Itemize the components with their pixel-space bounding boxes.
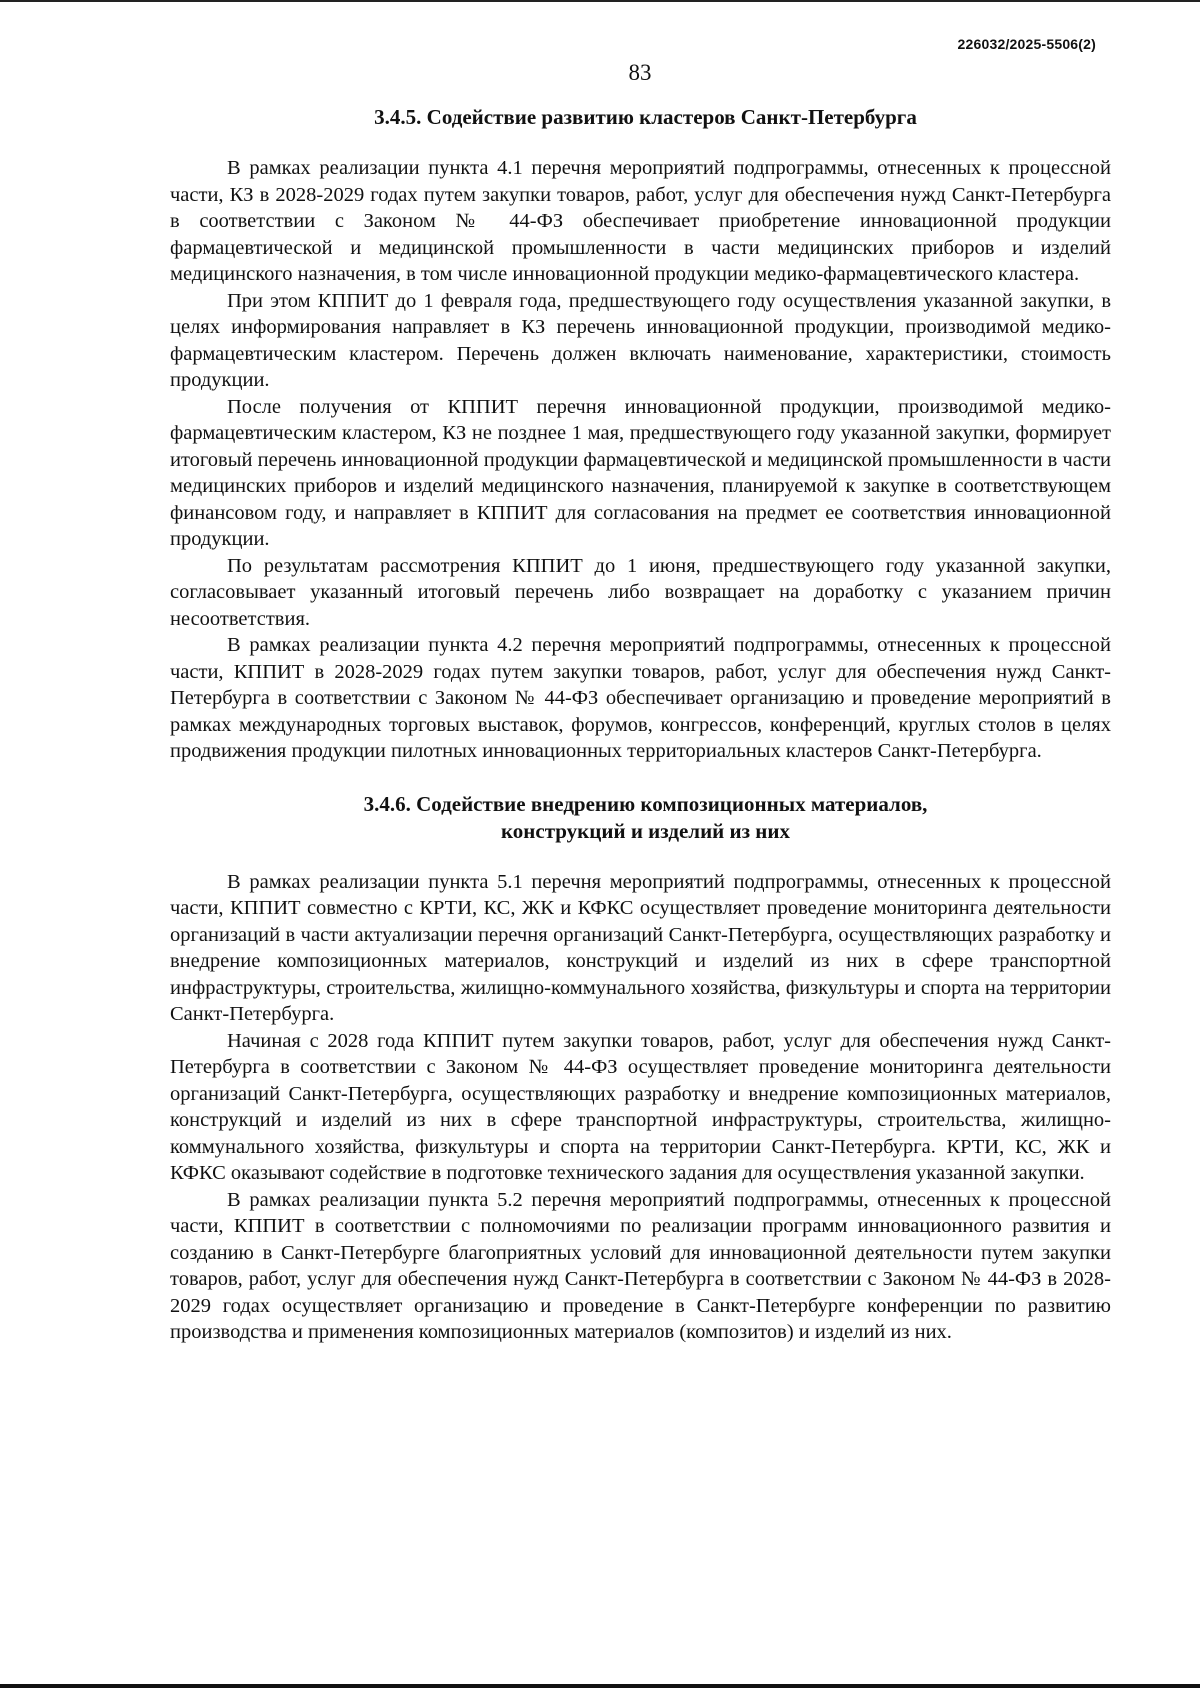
section-3-4-5-paragraph-5: В рамках реализации пункта 4.2 перечня мероприятий подпрограммы, отнесенных к процессной части, КППИТ в 2028-2029 годах путем закупки товаров, работ, услуг для обеспечения нужд Санкт-Петербурга в соответствии с Законом № 44-ФЗ обеспечивает организацию и проведение мероприятий в рамках международных торговых выставок, форумов, конгрессов, конференций, круглых столов в целях продвижения продукции пилотных инновационных территориальных кластеров Санкт-Петербурга.	[170, 634, 1111, 762]
scan-edge-bottom	[0, 1684, 1200, 1688]
section-3-4-6-paragraph-3: В рамках реализации пункта 5.2 перечня мероприятий подпрограммы, отнесенных к процессной части, КППИТ в соответствии с полномочиями по реализации программ инновационного развития и созданию в Санкт-Петербурге благоприятных условий для инновационной деятельности путем закупки товаров, работ, услуг для обеспечения нужд Санкт-Петербурга в соответствии с Законом № 44-ФЗ в 2028-2029 годах осуществляет организацию и проведение в Санкт-Петербурге конференции по развитию производства и применения композиционных материалов (композитов) и изделий из них.	[170, 1188, 1111, 1343]
section-3-4-5-paragraph-2: При этом КППИТ до 1 февраля года, предшествующего году осуществления указанной закупки, в целях информирования направляет в КЗ перечень инновационной продукции, производимой медико-фармацевтическим кластером. Перечень должен включать наименование, характеристики, стоимость продукции.	[170, 289, 1111, 391]
section-3-4-5-paragraph-3: После получения от КППИТ перечня инновационной продукции, производимой медико-фармацевтическим кластером, КЗ не позднее 1 мая, предшествующего году указанной закупки, формирует итоговый перечень инновационной продукции фармацевтической и медицинской промышленности в части медицинских приборов и изделий медицинского назначения, планируемой к закупке в соответствующем финансовом году, и направляет в КППИТ для согласования на предмет ее соответствия инновационной продукции.	[170, 395, 1111, 550]
section-3-4-5-title: 3.4.5. Содействие развитию кластеров Санкт-Петербурга	[374, 105, 917, 129]
section-3-4-5-paragraph-4: По результатам рассмотрения КППИТ до 1 июня, предшествующего году указанной закупки, согласовывает указанный итоговый перечень либо возвращает на доработку с указанием причин несоответствия.	[170, 554, 1111, 630]
section-3-4-6-title-line-2: конструкций и изделий из них	[500, 818, 791, 843]
section-3-4-5-paragraph-1: В рамках реализации пункта 4.1 перечня мероприятий подпрограммы, отнесенных к процессной части, КЗ в 2028-2029 годах путем закупки товаров, работ, услуг для обеспечения нужд Санкт-Петербурга в соответствии с Законом № 44-ФЗ обеспечивает приобретение инновационной продукции фармацевтической и медицинской промышленности в части медицинских приборов и изделий медицинского назначения, в том числе инновационной продукции медико-фармацевтического кластера.	[170, 157, 1111, 285]
section-3-4-6-paragraph-2: Начиная с 2028 года КППИТ путем закупки товаров, работ, услуг для обеспечения нужд Санкт-Петербурга в соответствии с Законом № 44-ФЗ осуществляет проведение мониторинга деятельности организаций Санкт-Петербурга, осуществляющих разработку и внедрение композиционных материалов, конструкций и изделий из них в сфере транспортной инфраструктуры, строительства, жилищно-коммунального хозяйства, физкультуры и спорта на территории Санкт-Петербурга. КРТИ, КС, ЖК и КФКС оказывают содействие в подготовке технического задания для осуществления указанной закупки.	[170, 1029, 1111, 1184]
document-body	[170, 104, 1111, 1346]
scan-edge-top	[0, 0, 1200, 2]
section-3-4-6-paragraph-1: В рамках реализации пункта 5.1 перечня мероприятий подпрограммы, отнесенных к процессной части, КППИТ совместно с КРТИ, КС, ЖК и КФКС осуществляет проведение мониторинга деятельности организаций в части актуализации перечня организаций Санкт-Петербурга, осуществляющих разработку и внедрение композиционных материалов, конструкций и изделий из них в сфере транспортной инфраструктуры, строительства, жилищно-коммунального хозяйства, физкультуры и спорта на территории Санкт-Петербурга.	[170, 870, 1111, 1025]
document-reference-number: 226032/2025-5506(2)	[957, 36, 1096, 52]
section-3-4-6-title-line-1: 3.4.6. Содействие внедрению композиционных материалов,	[363, 791, 928, 816]
page-number: 83	[628, 60, 652, 85]
section-3-4-6-title	[170, 791, 1111, 845]
